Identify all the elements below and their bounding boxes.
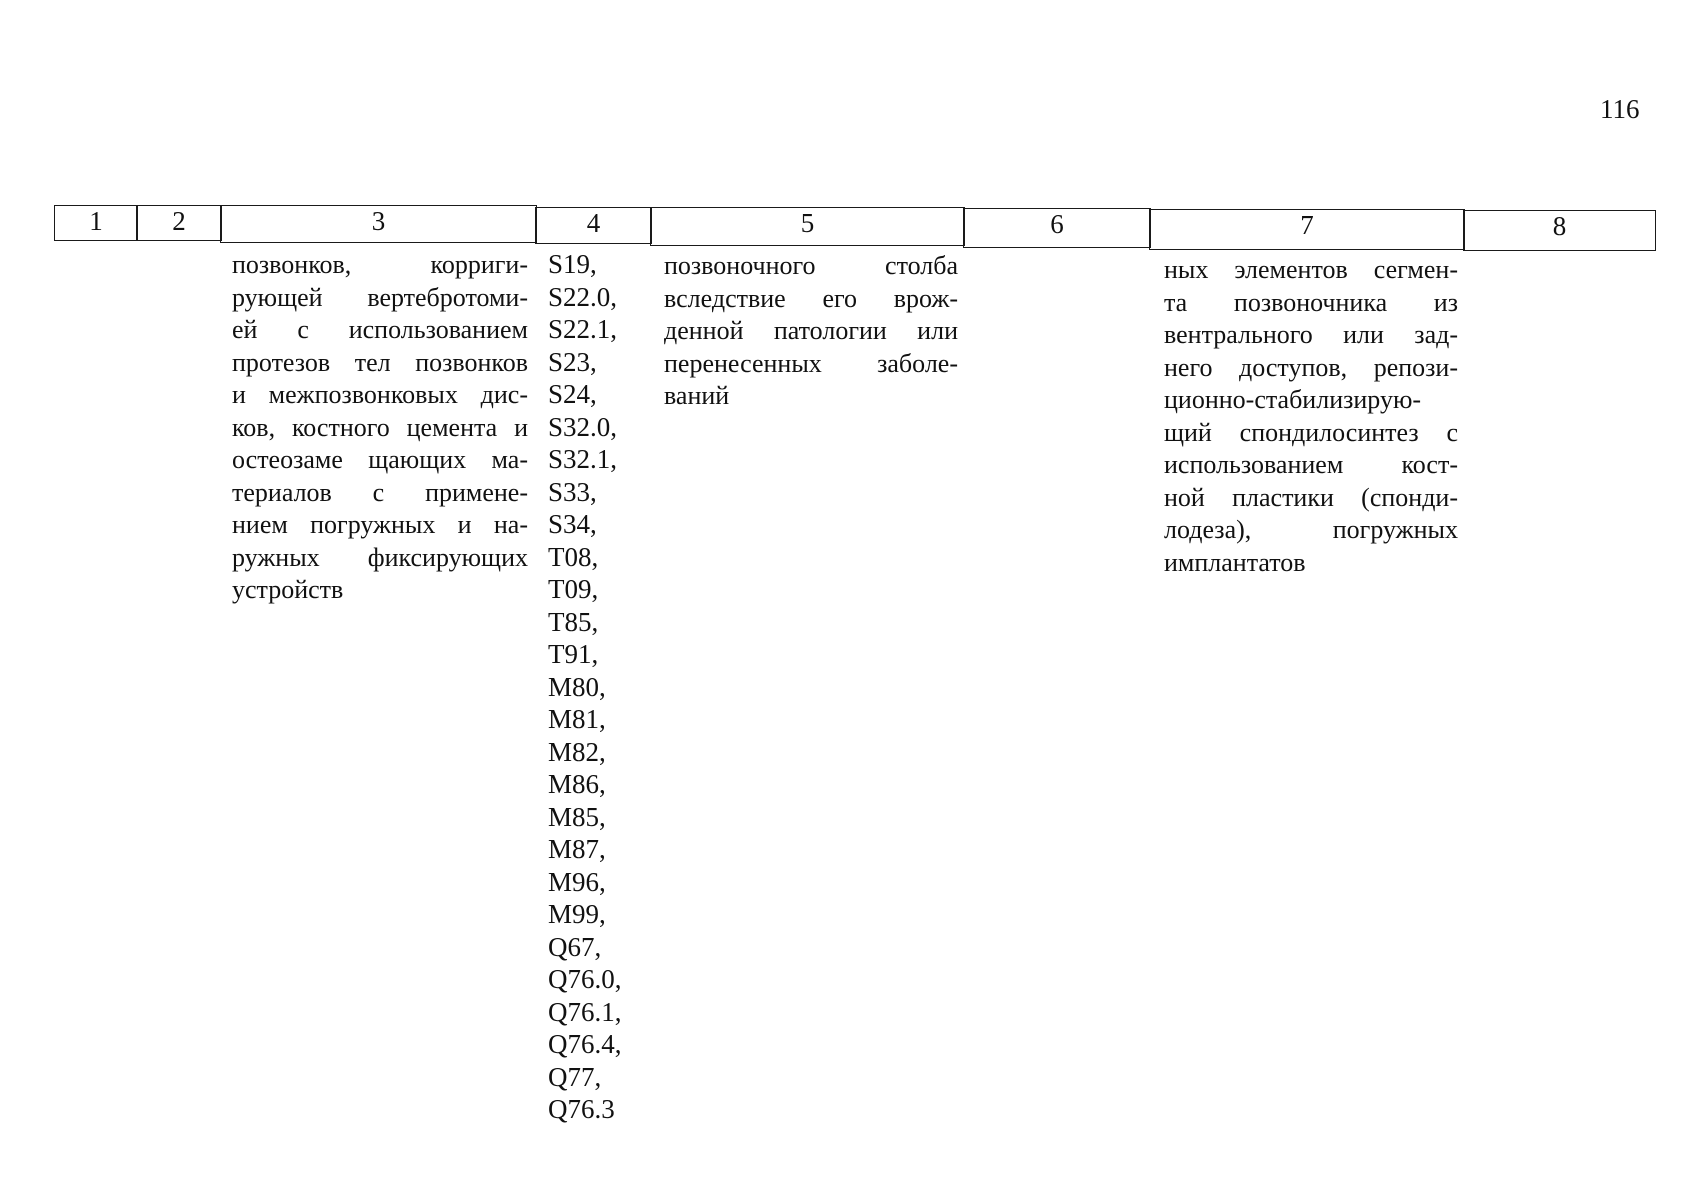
column-7-text [1164,254,1458,579]
text-line: ваний [664,381,730,410]
diagnosis-code: S23, [548,346,597,377]
diagnosis-code: T09, [548,574,599,604]
page-number: 116 [1600,94,1640,124]
column-4-codes [548,248,622,1126]
diagnosis-code: M85, [548,801,606,832]
header-cell-7: 7 [1149,209,1465,250]
text-line: рующей вертебротоми- [232,282,528,312]
text-line: имплантатов [1164,547,1306,577]
text-line: ных элементов сегмен- [1164,255,1458,284]
text-line: устройств [232,575,344,604]
text-line: ей с использованием [232,315,528,344]
diagnosis-code: T91, [548,639,599,669]
text-line: позвонков, корриги- [232,250,528,279]
diagnosis-code: S22.1, [548,314,618,344]
text-line: перенесенных заболе- [664,348,958,378]
text-line: и межпозвонковых дис- [232,380,528,409]
diagnosis-code: S19, [548,249,597,279]
diagnosis-code: S33, [548,476,597,507]
text-line: ной пластики (спонди- [1164,482,1458,512]
text-line: та позвоночника из [1164,287,1458,317]
diagnosis-code: S24, [548,379,597,409]
text-line: остеозаме щающих ма- [232,445,528,474]
column-5-text [664,250,958,413]
diagnosis-code: Q67, [548,931,602,962]
header-cell-2: 2 [136,205,222,241]
text-line: позвоночного столба [664,251,958,280]
diagnosis-code: T85, [548,606,599,637]
text-line: использованием кост- [1164,450,1458,479]
header-cell-4: 4 [535,207,652,244]
text-line: денной патологии или [664,316,958,345]
header-cell-5: 5 [650,207,965,246]
diagnosis-code: S32.0, [548,411,618,442]
diagnosis-code: M87, [548,834,606,864]
table-header-row [54,205,1656,253]
text-line: ружных фиксирующих [232,542,528,572]
diagnosis-code: Q76.0, [548,964,622,994]
text-line: протезов тел позвонков [232,347,528,377]
diagnosis-code: M96, [548,866,606,897]
header-cell-6: 6 [963,208,1151,248]
diagnosis-code: Q76.4, [548,1029,622,1059]
diagnosis-code: S32.1, [548,444,618,474]
diagnosis-code: M99, [548,899,606,929]
text-line: ков, костного цемента и [232,412,528,442]
diagnosis-code: M81, [548,704,606,734]
text-line: нием погружных и на- [232,510,528,539]
text-line: ционно-стабилизирую- [1164,385,1422,414]
diagnosis-code: M86, [548,769,606,799]
header-cell-3: 3 [220,205,537,243]
text-line: вентрального или зад- [1164,320,1458,349]
text-line: щий спондилосинтез с [1164,417,1458,447]
diagnosis-code: S22.0, [548,281,618,312]
text-line: вследствие его врож- [664,283,958,313]
text-line: териалов с примене- [232,477,528,507]
diagnosis-code: M82, [548,736,606,767]
diagnosis-code: M80, [548,671,606,702]
diagnosis-code: Q76.3 [548,1094,615,1124]
text-line: него доступов, репози- [1164,352,1458,382]
diagnosis-code: Q77, [548,1061,602,1092]
header-cell-8: 8 [1463,210,1656,251]
column-3-text [232,249,528,607]
diagnosis-code: T08, [548,541,599,572]
header-cell-1: 1 [54,205,138,241]
text-line: лодеза), погружных [1164,515,1458,544]
diagnosis-code: S34, [548,509,597,539]
diagnosis-code: Q76.1, [548,996,622,1027]
